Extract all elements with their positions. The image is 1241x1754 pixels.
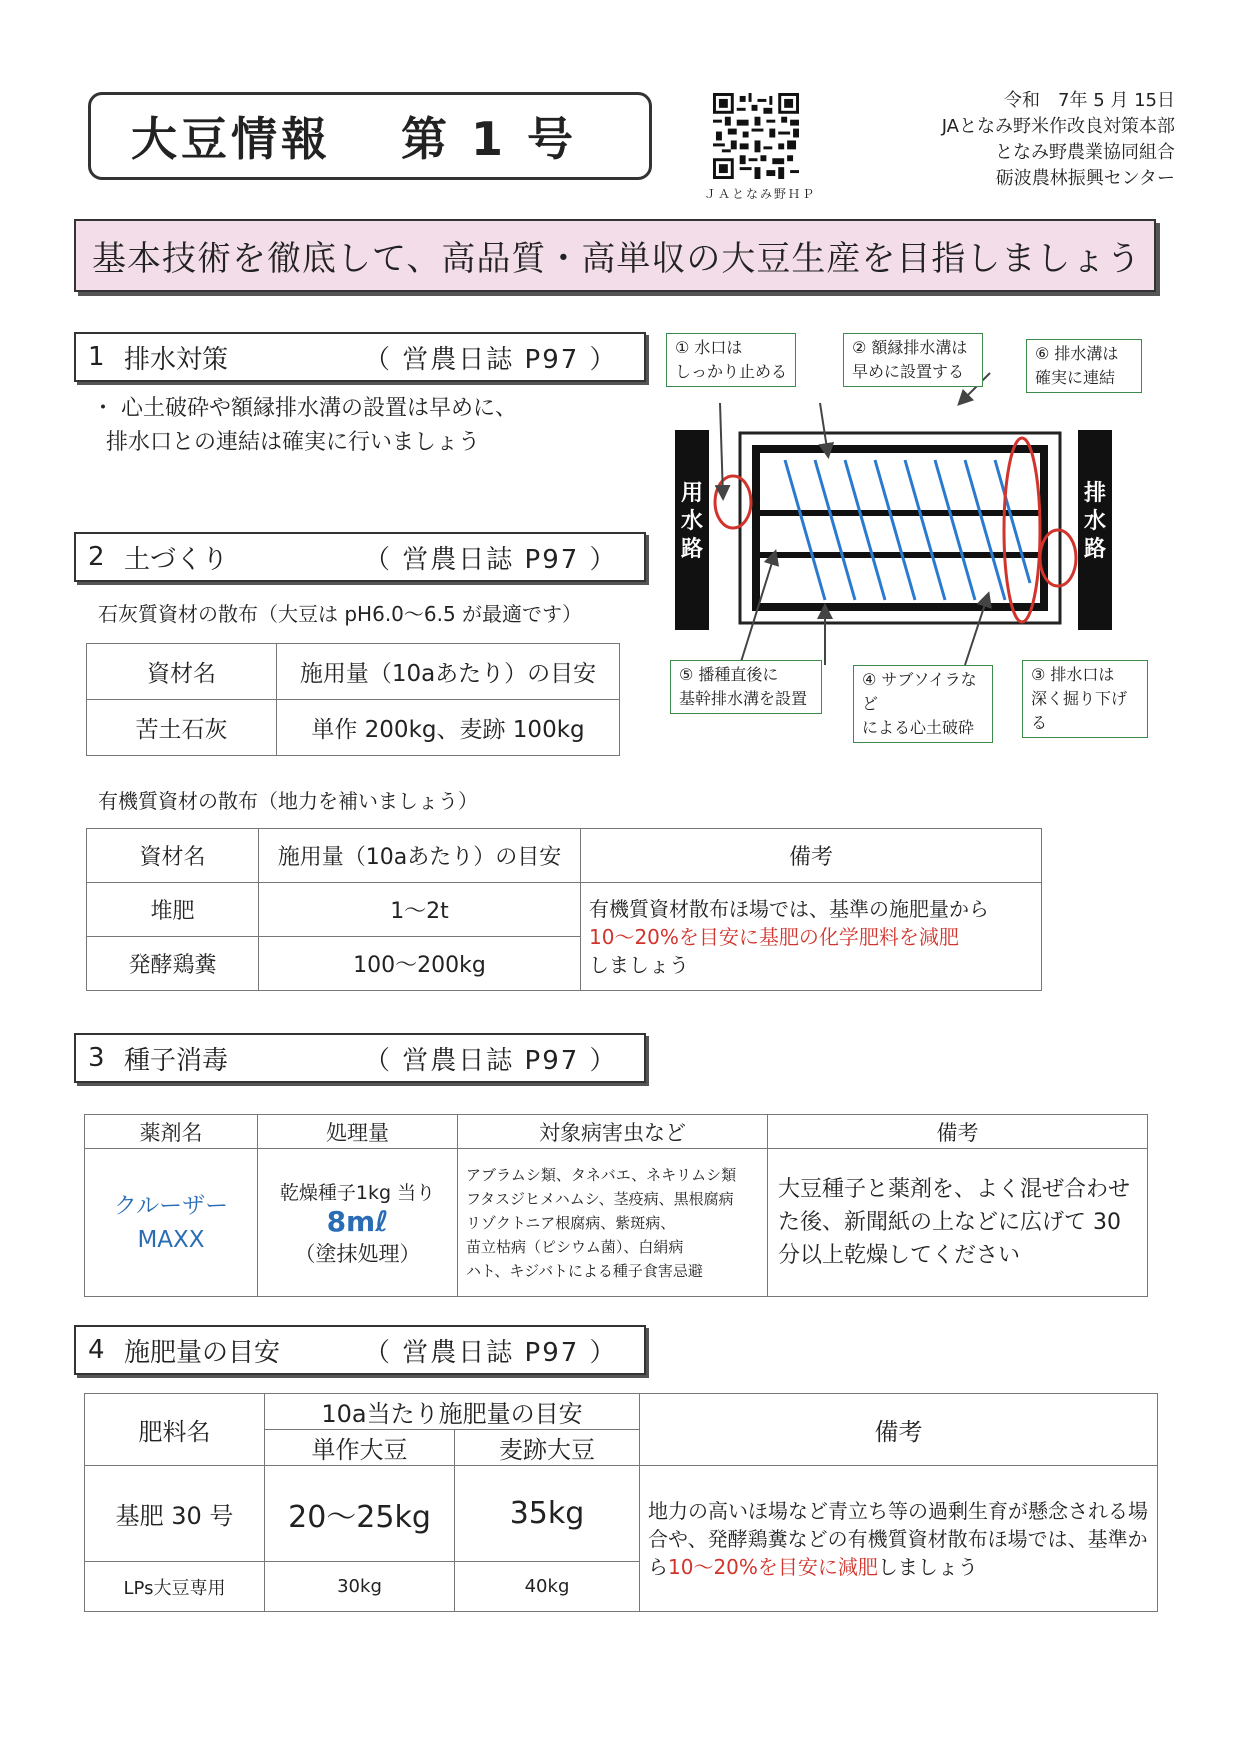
fert-row1-after-wheat: 35kg xyxy=(455,1466,640,1562)
seed-dose-method: （塗抹処理） xyxy=(294,1241,421,1266)
section-1-bullet xyxy=(92,392,517,460)
fert-row1-name: 基肥 30 号 xyxy=(85,1466,265,1562)
seed-target-item: フタスジヒメハムシ、茎疫病、黒根腐病 xyxy=(466,1189,734,1208)
organic-header-amount: 施用量（10aあたり）の目安 xyxy=(259,829,581,883)
title-box xyxy=(88,92,652,180)
fert-row2-single: 30kg xyxy=(265,1562,455,1612)
section-3-heading xyxy=(74,1033,646,1083)
issuer-block xyxy=(850,88,1175,192)
drainage-diagram xyxy=(660,325,1160,740)
page-title: 大豆情報 第 1 号 xyxy=(131,112,578,166)
outflow-char-1: 排 xyxy=(1083,481,1106,506)
callout-6-line-2: 確実に連結 xyxy=(1035,368,1116,387)
organic-row1-amount: 1～2t xyxy=(259,883,581,937)
organic-note-line-1: 有機質資材散布ほ場では、基準の施肥量から xyxy=(589,896,989,921)
fertilizer-table xyxy=(84,1393,1158,1612)
section-4-title: 施肥量の目安 xyxy=(124,1337,281,1368)
seed-header-note: 備考 xyxy=(768,1115,1148,1149)
callout-1-line-1: ① 水口は xyxy=(675,338,743,357)
section-1-title: 排水対策 xyxy=(124,344,229,375)
callout-2-line-2: 早めに設置する xyxy=(852,362,965,381)
fert-note xyxy=(640,1466,1158,1612)
fert-note-end: しましょう xyxy=(877,1554,978,1579)
seed-target-item: ハト、キジバトによる種子食害忌避 xyxy=(466,1261,703,1280)
inflow-char-1: 用 xyxy=(680,481,703,506)
issuer-org-3: 砺波農林振興センター xyxy=(995,168,1175,189)
callout-4 xyxy=(853,665,993,743)
outflow-char-3: 路 xyxy=(1083,537,1106,562)
table-row xyxy=(85,1394,1158,1430)
issuer-org-1: JAとなみ野米作改良対策本部 xyxy=(941,116,1175,137)
organic-row1-material: 堆肥 xyxy=(87,883,259,937)
section-2-number: 2 xyxy=(88,542,105,572)
inflow-channel-label xyxy=(677,480,707,564)
inflow-char-2: 水 xyxy=(680,509,703,534)
lime-header-amount: 施用量（10aあたり）の目安 xyxy=(277,644,620,700)
seed-target-item: リゾクトニア根腐病、紫斑病、 xyxy=(466,1213,676,1232)
section-4-heading xyxy=(74,1325,646,1375)
table-row xyxy=(87,829,1042,883)
inflow-char-3: 路 xyxy=(680,537,703,562)
organic-caption: 有機質資材の散布（地力を補いましょう） xyxy=(98,789,478,813)
section-1-heading xyxy=(74,332,646,382)
organic-row2-material: 発酵鶏糞 xyxy=(87,937,259,991)
seed-dose xyxy=(258,1149,458,1297)
lime-row1-amount: 単作 200kg、麦跡 100kg xyxy=(277,700,620,756)
table-row xyxy=(87,700,620,756)
callout-4-line-1: ④ サブソイラなど xyxy=(862,670,977,713)
fert-row2-name: LPs大豆専用 xyxy=(85,1562,265,1612)
callout-4-line-2: による心土破砕 xyxy=(862,718,975,737)
seed-dose-basis: 乾燥種子1kg 当り xyxy=(279,1181,436,1204)
section-4-number: 4 xyxy=(88,1335,105,1365)
section-2-title: 土づくり xyxy=(124,544,229,575)
section-2-reference: （ 営農日誌 P97 ） xyxy=(364,544,618,575)
headline-banner xyxy=(74,219,1156,292)
callout-6-line-1: ⑥ 排水溝は xyxy=(1035,344,1119,363)
callout-5-line-2: 基幹排水溝を設置 xyxy=(679,689,808,708)
callout-2-line-1: ② 額縁排水溝は xyxy=(852,338,968,357)
lime-header-material: 資材名 xyxy=(87,644,277,700)
seed-agent-line-2: MAXX xyxy=(137,1226,205,1253)
outflow-char-2: 水 xyxy=(1083,509,1106,534)
section-3-reference: （ 営農日誌 P97 ） xyxy=(364,1045,618,1076)
organic-note xyxy=(581,883,1042,991)
table-row xyxy=(85,1115,1148,1149)
seed-target-item: アブラムシ類、タネバエ、ネキリムシ類 xyxy=(466,1165,737,1184)
section-4-reference: （ 営農日誌 P97 ） xyxy=(364,1337,618,1368)
callout-3-line-2: 深く掘り下げる xyxy=(1031,689,1128,732)
fert-header-single: 単作大豆 xyxy=(265,1430,455,1466)
table-row xyxy=(87,644,620,700)
qr-code-icon[interactable] xyxy=(713,93,799,179)
issue-date: 令和 7年 5 月 15日 xyxy=(1004,90,1175,111)
lime-caption: 石灰質資材の散布（大豆は pH6.0～6.5 が最適です） xyxy=(98,602,583,626)
section-1-number: 1 xyxy=(88,342,105,372)
table-row xyxy=(87,883,1042,937)
callout-5-line-1: ⑤ 播種直後に xyxy=(679,665,779,684)
lime-table xyxy=(86,643,620,756)
organic-header-note: 備考 xyxy=(581,829,1042,883)
outflow-channel-label xyxy=(1080,480,1110,564)
seed-header-agent: 薬剤名 xyxy=(85,1115,258,1149)
table-row xyxy=(85,1149,1148,1297)
section-1-reference: （ 営農日誌 P97 ） xyxy=(364,344,618,375)
seed-treatment-table xyxy=(84,1114,1148,1297)
seed-targets xyxy=(458,1149,768,1297)
fert-note-line: 地力の高いほ場など青立ち等の過剰生育が懸念される場合や、発酵鶏糞などの有機質資材散布ほ場では、基準から xyxy=(648,1498,1148,1579)
seed-header-dose: 処理量 xyxy=(258,1115,458,1149)
organic-note-emphasis: 10～20%を目安に基肥の化学肥料を減肥 xyxy=(589,924,959,949)
section-2-heading xyxy=(74,532,646,582)
callout-3 xyxy=(1022,660,1148,738)
section-3-title: 種子消毒 xyxy=(124,1045,229,1076)
organic-note-line-3: しましょう xyxy=(589,952,689,977)
table-row xyxy=(85,1466,1158,1562)
fert-row2-after-wheat: 40kg xyxy=(455,1562,640,1612)
bullet-line-2: 排水口との連結は確実に行いましょう xyxy=(106,430,481,455)
lime-row1-material: 苦土石灰 xyxy=(87,700,277,756)
callout-1-line-2: しっかり止める xyxy=(675,362,788,381)
section-3-number: 3 xyxy=(88,1043,105,1073)
headline-text: 基本技術を徹底して、高品質・高単収の大豆生産を目指しましょう xyxy=(92,239,1142,279)
organic-table xyxy=(86,828,1042,991)
seed-target-item: 苗立枯病（ピシウム菌）、白絹病 xyxy=(466,1237,684,1256)
seed-dose-amount: 8mℓ xyxy=(326,1204,389,1238)
fert-header-group: 10a当たり施肥量の目安 xyxy=(265,1394,640,1430)
seed-agent xyxy=(85,1149,258,1297)
organic-header-material: 資材名 xyxy=(87,829,259,883)
seed-note: 大豆種子と薬剤を、よく混ぜ合わせた後、新聞紙の上などに広げて 30 分以上乾燥してください xyxy=(768,1149,1148,1297)
issuer-org-2: となみ野農業協同組合 xyxy=(995,142,1175,163)
seed-header-target: 対象病害虫など xyxy=(458,1115,768,1149)
callout-3-line-1: ③ 排水口は xyxy=(1031,665,1115,684)
fert-header-note: 備考 xyxy=(640,1394,1158,1466)
fert-header-name: 肥料名 xyxy=(85,1394,265,1466)
seed-agent-line-1: クルーザー xyxy=(113,1192,229,1219)
callout-2 xyxy=(843,333,983,387)
fert-header-after-wheat: 麦跡大豆 xyxy=(455,1430,640,1466)
fert-note-emphasis: 10～20%を目安に減肥 xyxy=(668,1554,878,1579)
bullet-line-1: ・ 心土破砕や額縁排水溝の設置は早めに、 xyxy=(92,396,517,421)
fert-row1-single: 20～25kg xyxy=(265,1466,455,1562)
organic-row2-amount: 100～200kg xyxy=(259,937,581,991)
callout-1 xyxy=(666,333,796,387)
qr-label: ＪＡとなみ野ＨＰ xyxy=(703,187,816,201)
callout-5 xyxy=(670,660,822,714)
callout-6 xyxy=(1026,339,1142,393)
